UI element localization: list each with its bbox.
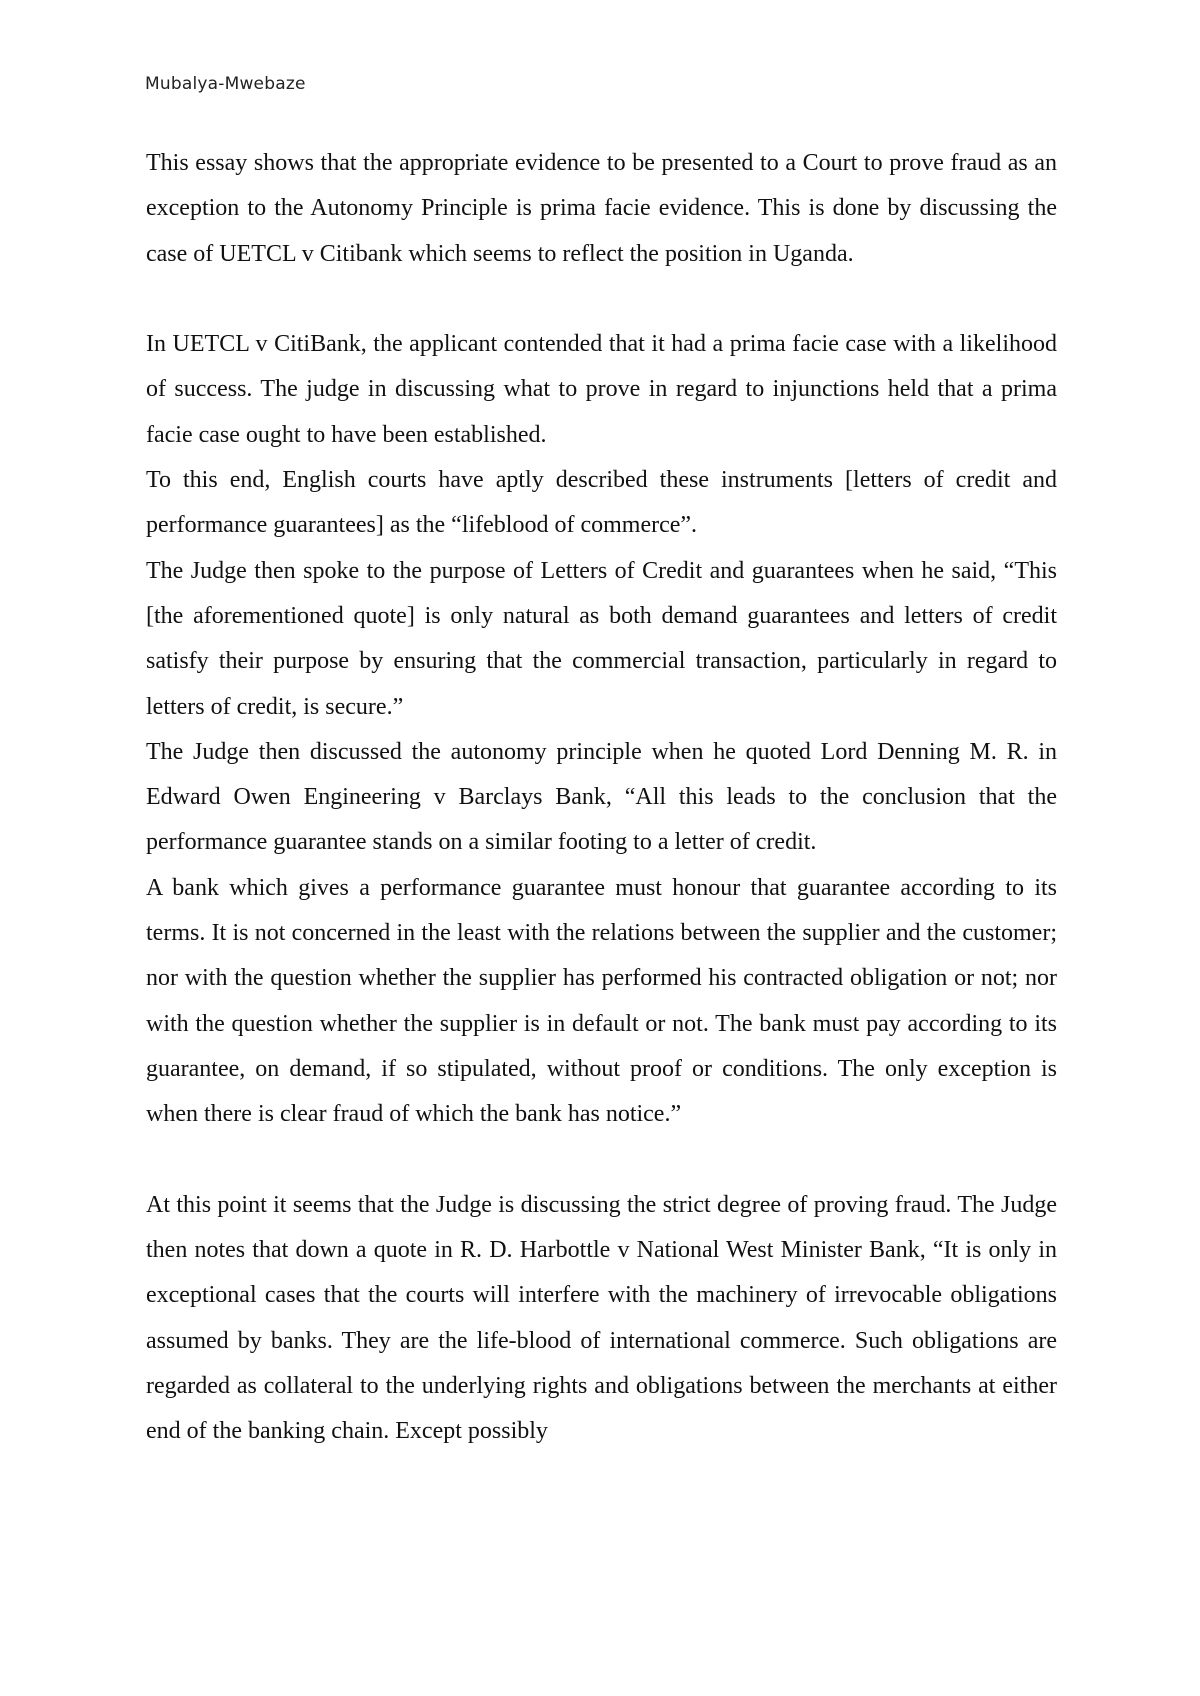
document-body: [146, 141, 1057, 1455]
running-header-author: Mubalya-Mwebaze: [145, 74, 306, 94]
paragraph-spacer: [146, 1138, 1057, 1183]
paragraph-autonomy: The Judge then discussed the autonomy principle when he quoted Lord Denning M. R. in Edward Owen Engineering v Barclays Bank, “All this leads to the conclusion that the performance guarantee stands on a similar footing to a letter of credit.: [146, 738, 1057, 856]
paragraph-lifeblood: To this end, English courts have aptly described these instruments [letters of credit and performance guarantees] as the “lifeblood of commerce”.: [146, 467, 1057, 539]
paragraph-purpose: The Judge then spoke to the purpose of Letters of Credit and guarantees when he said, “This [the aforementioned quote] is only natural as both demand guarantees and letters of credit satisfy their purpose by ensuring that the commercial transaction, particularly in regard to letters of credit, is secure.”: [146, 557, 1057, 720]
paragraph-spacer: [146, 277, 1057, 322]
paragraph-bank-guarantee: A bank which gives a performance guarantee must honour that guarantee according to its terms. It is not concerned in the least with the relations between the supplier and the customer; nor with the question whether the supplier has performed his contracted obligation or not; nor with the question whether the supplier is in default or not. The bank must pay according to its guarantee, on demand, if so stipulated, without proof or conditions. The only exception is when there is clear fraud of which the bank has notice.”: [146, 874, 1057, 1128]
paragraph-fraud-degree: At this point it seems that the Judge is discussing the strict degree of proving fraud. The Judge then notes that down a quote in R. D. Harbottle v National West Minister Bank, “It is only in exceptional cases that the courts will interfere with the machinery of irrevocable obligations assumed by banks. They are the life-blood of international commerce. Such obligations are regarded as collateral to the underlying rights and obligations between the merchants at either end of the banking chain. Except possibly: [146, 1191, 1057, 1445]
paragraph-intro: This essay shows that the appropriate evidence to be presented to a Court to prove fraud as an exception to the Autonomy Principle is prima facie evidence. This is done by discussing the case of UETCL v Citibank which seems to reflect the position in Uganda.: [146, 150, 1057, 267]
paragraph-uetcl-case: In UETCL v CitiBank, the applicant contended that it had a prima facie case with a likelihood of success. The judge in discussing what to prove in regard to injunctions held that a prima facie case ought to have been established.: [146, 331, 1057, 448]
